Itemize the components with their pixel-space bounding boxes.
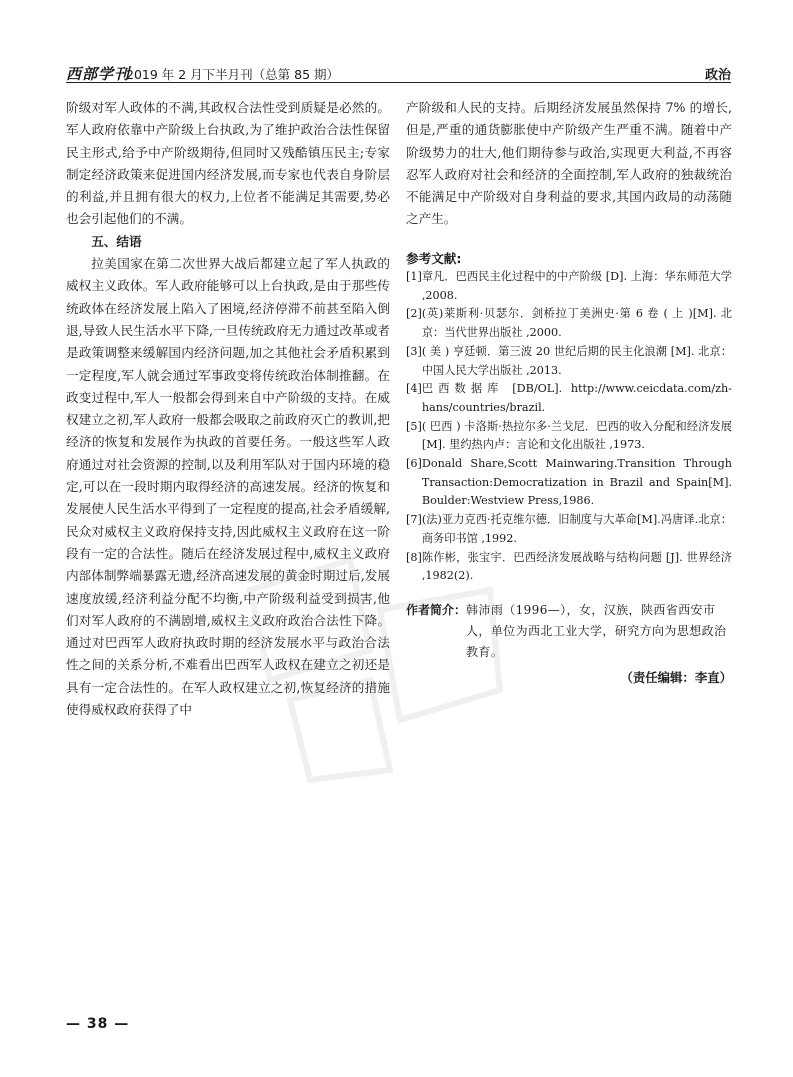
- reference-text: 巴西数据库 [DB/OL]. http://www.ceicdata.com/zh-hans/countries/brazil.: [421, 382, 732, 414]
- reference-text: ( 美 ) 亨廷顿．第三波 20 世纪后期的民主化浪潮 [M]. 北京：中国人民大学出版社 ,2013.: [421, 344, 732, 377]
- reference-number: [8]: [406, 550, 422, 564]
- reference-item: [406, 305, 732, 342]
- left-column: [66, 97, 390, 721]
- reference-text: 章凡．巴西民主化过程中的中产阶级 [D]. 上海：华东师范大学 ,2008.: [421, 270, 732, 302]
- reference-item: [406, 418, 732, 455]
- reference-item: [406, 455, 732, 511]
- reference-number: [3]: [406, 344, 422, 358]
- reference-text: Donald Share,Scott Mainwaring.Transition Through Transaction:Democratization in Brazil and Spain[M]. Boulder:Westview Press,1986.: [421, 457, 732, 508]
- reference-text: 陈作彬，张宝宇．巴西经济发展战略与结构问题 [J]. 世界经济 ,1982(2).: [421, 550, 732, 583]
- right-column: [406, 97, 732, 231]
- reference-number: [7]: [406, 513, 422, 527]
- author-label: 作者简介：: [406, 603, 467, 617]
- page-header: [66, 62, 731, 83]
- reference-text: (英)莱斯利·贝瑟尔．剑桥拉丁美洲史·第 6 卷 ( 上 )[M]. 北京：当代世界出版社 ,2000.: [421, 307, 732, 340]
- section-name: 政治: [704, 68, 731, 83]
- editor-note: （责任编辑：李直）: [620, 670, 732, 685]
- journal-name: 西部学刊: [66, 65, 131, 83]
- reference-item: [406, 511, 732, 548]
- reference-item: [406, 380, 732, 417]
- body-paragraph: 阶级对军人政体的不满,其政权合法性受到质疑是必然的。军人政府依靠中产阶级上台执政,为了维护政治合法性保留民主形式,给予中产阶级期待,但同时又残酷镇压民主;专家制定经济政策来促进国内经济发展,而专家也代表自身阶层的利益,并且拥有很大的权力,上位者不能满足其需要,势必也会引起他们的不满。: [66, 100, 390, 227]
- body-paragraph: 拉美国家在第二次世界大战后都建立起了军人执政的威权主义政体。军人政府能够可以上台执政,是由于那些传统政体在经济发展上陷入了困境,经济停滞不前甚至陷入倒退,导致人民生活水平下降,一旦传统政府无力通过改革或者是政策调整来缓解国内经济问题,加之其他社会矛盾积累到一定程度,军人就会通过军事政变将传统政治体制推翻。在政变过程中,军人一般都会得到来自中产阶级的支持。在威权建立之初,军人政府一般都会吸取之前政府灭亡的教训,把经济的恢复和发展作为执政的首要任务。一般这些军人政府通过对社会资源的控制,以及利用军队对于国内环境的稳定,可以在一段时期内取得经济的高速发展。经济的恢复和发展使人民生活水平得到了一定程度的提高,社会矛盾缓解,民众对威权主义政府保持支持,因此威权主义政府在这一阶段有一定的合法性。随后在经济发展过程中,威权主义政府内部体制弊端暴露无遗,经济高速发展的黄金时期过后,发展速度放缓,经济利益分配不均衡,中产阶级利益受到损害,他们对军人政府的不满剧增,威权主义政府政治合法性下降。通过对巴西军人政府执政时期的经济发展水平与政治合法性之间的关系分析,不难看出巴西军人政权在建立之初还是具有一定合法性的。在军人政权建立之初,恢复经济的措施使得威权政府获得了中: [66, 256, 390, 718]
- reference-text: (法)亚力克西·托克维尔德．旧制度与大革命[M].冯唐译.北京：商务印书馆 ,1992.: [421, 513, 732, 545]
- reference-item: [406, 268, 732, 305]
- reference-number: [4]: [406, 382, 422, 396]
- reference-item: [406, 549, 732, 586]
- author-text: 韩沛雨（1996—），女，汉族，陕西省西安市人，单位为西北工业大学，研究方向为思想政治教育。: [466, 603, 727, 659]
- author-bio: [406, 600, 732, 663]
- issue-info: 2019 年 2 月下半月刊（总第 85 期）: [126, 67, 340, 82]
- references-list: [406, 268, 732, 586]
- reference-text: ( 巴西 ) 卡洛斯·热拉尔多·兰戈尼．巴西的收入分配和经济发展 [M]. 里约热内卢：言论和文化出版社 ,1973.: [421, 419, 732, 452]
- section-heading: 五、结语: [91, 233, 142, 249]
- reference-number: [1]: [406, 270, 422, 283]
- page-number: — 38 —: [66, 1016, 130, 1032]
- body-paragraph: 产阶级和人民的支持。后期经济发展虽然保持 7% 的增长,但是,严重的通货膨胀使中产阶级产生严重不满。随着中产阶级势力的壮大,他们期待参与政治,实现更大利益,不再容忍军人政府对社会和经济的全面控制,军人政府的独裁统治不能满足中产阶级对自身利益的要求,其国内政局的动荡随之产生。: [406, 100, 732, 227]
- reference-item: [406, 343, 732, 380]
- reference-number: [5]: [406, 419, 422, 433]
- reference-number: [6]: [406, 457, 422, 471]
- reference-number: [2]: [406, 307, 422, 321]
- references-title: 参考文献:: [406, 251, 462, 266]
